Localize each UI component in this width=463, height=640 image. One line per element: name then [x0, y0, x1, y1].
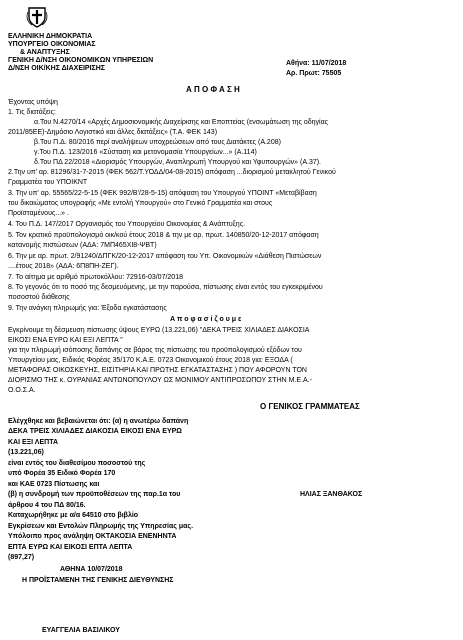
- list-item: ποσοστού διάθεσης: [8, 294, 70, 301]
- list-item: Γραμματέα του ΥΠΟΙΚΝΤ: [8, 179, 88, 186]
- list-item: 7. Το αίτημα με αριθμό πρωτοκόλλου: 72916-03/07/2018: [8, 274, 183, 281]
- header-line: ΓΕΝΙΚΗ Δ/ΝΣΗ ΟΙΚΟΝΟΜΙΚΩΝ ΥΠΗΡΕΣΙΩΝ: [8, 57, 154, 64]
- header-line: Δ/ΝΣΗ ΟΙΚ/ΚΗΣ ΔΙΑΧΕΙΡΙΣΗΣ: [8, 65, 106, 72]
- list-item: 5. Τον κρατικό προϋπολογισμό οικ/κού έτους 2018 & την με αρ. πρωτ. 140850/20-12-2017 απόφαση: [8, 232, 319, 239]
- list-item: 2.Την υπ' αρ. 81296/31-7-2015 (ΦΕΚ 562/Τ.ΥΟΔΔ/04-08-2015) απόφαση ...διορισμού μετακλητού Γενικού: [8, 169, 336, 176]
- decision-line: Ο.Ο.Σ.Α.: [8, 387, 36, 394]
- list-item: 2011/85ΕΕ)-Δημόσιο Λογιστικό και άλλες διατάξεις» (Τ.Α. ΦΕΚ 143): [8, 129, 218, 136]
- signoff-date: ΑΘΗΝΑ 10/07/2018: [60, 566, 123, 573]
- list-item: 9. Την ανάγκη πληρωμής για: Έξοδα εγκατάστασης: [8, 305, 167, 312]
- decision-line: Εγκρίνουμε τη δέσμευση πίστωσης ύψους ΕΥΡΩ (13.221,06) "ΔΕΚΑ ΤΡΕΙΣ ΧΙΛΙΑΔΕΣ ΔΙΑΚΟΣΙΑ: [8, 327, 310, 334]
- verification-line: Ελέγχθηκε και βεβαιώνεται ότι: (α) η ανωτέρω δαπάνη: [8, 418, 189, 425]
- verification-line: είναι εντός του διαθεσίμου ποσοστού της: [8, 460, 146, 467]
- verification-line: και ΚΑΕ 0723 Πίστωσης και: [8, 481, 100, 488]
- list-item: 3. Την υπ' αρ. 55565/22-5-15 (ΦΕΚ 992/Β'/28-5-15) απόφαση του Υπουργού ΥΠΟΙΝΤ «Μεταβίβαση: [8, 190, 317, 197]
- list-item: Προϊσταμένους...» .: [8, 210, 69, 217]
- verification-line: ΔΕΚΑ ΤΡΕΙΣ ΧΙΛΙΑΔΕΣ ΔΙΑΚΟΣΙΑ ΕΙΚΟΣΙ ΕΝΑ ΕΥΡΩ: [8, 428, 182, 435]
- signatory-name: ΗΛΙΑΣ ΞΑΝΘΑΚΟΣ: [300, 491, 363, 498]
- list-item: ....έτους 2018» (ΑΔΑ: 6Π8ΠΗ-ΖΕΓ).: [8, 263, 119, 270]
- considerations-intro: Έχοντας υπόψη: [8, 99, 58, 106]
- header-line: ΥΠΟΥΡΓΕΙΟ ΟΙΚΟΝΟΜΙΑΣ: [8, 41, 96, 48]
- decision-line: ΔΙΟΡΙΣΜΟ ΤΗΣ κ. ΟΥΡΑΝΙΑΣ ΑΝΤΩΝΟΠΟΥΛΟΥ ΩΣ ΜΟΝΙΜΟΥ ΑΝΤΙΠΡΟΣΩΠΟΥ ΣΤΗΝ Μ.Ε.Α.-: [8, 377, 312, 384]
- document-title: Α Π Ο Φ Α Σ Η: [186, 85, 240, 94]
- list-item: α.Του Ν.4270/14 «Αρχές Δημοσιονομικής Διαχείρισης και Εποπτείας (ενσωμάτωση της οδηγίας: [34, 119, 328, 126]
- protocol-number: Αρ. Πρωτ: 75505: [286, 70, 342, 77]
- list-item: κατανομής πιστώσεων (ΑΔΑ: 7ΜΠ465ΧΙ8-ΨΒΤ): [8, 242, 157, 249]
- decision-line: για την πληρωμή ισόποσης δαπάνης σε βάρος της πίστωσης του προϋπολογισμού εξόδων του: [8, 347, 302, 354]
- list-item: 4. Του Π.Δ. 147/2017 Οργανισμός του Υπουργείου Οικονομίας & Ανάπτυξης.: [8, 221, 246, 228]
- signoff-title: Η ΠΡΟΪΣΤΑΜΕΝΗ ΤΗΣ ΓΕΝΙΚΗΣ ΔΙΕΥΘΥΝΣΗΣ: [22, 577, 174, 584]
- verification-line: ΚΑΙ ΕΞΙ ΛΕΠΤΑ: [8, 439, 59, 446]
- verification-line: υπό Φορέα 35 Ειδικό Φορέα 170: [8, 470, 116, 477]
- list-item: γ.Του Π.Δ. 123/2016 «Σύσταση και μετονομασία Υπουργείων...» (Α.114): [34, 149, 257, 156]
- verification-line: ΕΠΤΑ ΕΥΡΩ ΚΑΙ ΕΙΚΟΣΙ ΕΠΤΑ ΛΕΠΤΑ: [8, 544, 133, 551]
- signoff-name: ΕΥΑΓΓΕΛΙΑ ΒΑΣΙΛΙΚΟΥ: [42, 627, 120, 634]
- decision-line: ΜΕΤΑΦΟΡΑΣ ΟΙΚΟΣΚΕΥΗΣ, ΕΙΣΙΤΗΡΙΑ ΚΑΙ ΠΡΩΤΗΣ ΕΓΚΑΤΑΣΤΑΣΗΣ ) ΠΟΥ ΑΦΟΡΟΥΝ ΤΟΝ: [8, 367, 307, 374]
- list-item: του δικαιώματος υπογραφής «Με εντολή Υπουργού» στο Γενικό Γραμματέα και στους: [8, 200, 273, 207]
- greek-coat-of-arms-icon: [26, 6, 48, 28]
- list-item: δ.Του ΠΔ 22/2018 «Διορισμός Υπουργών, Αναπληρωτή Υπουργού και Υφυπουργών» (Α.37).: [34, 159, 321, 166]
- list-item: 1. Τις διατάξεις:: [8, 109, 56, 116]
- verification-line: (897,27): [8, 554, 35, 561]
- list-item: 8. Το γεγονός ότι το ποσό της δεσμευόμενης, με την παρούσα, πίστωσης είναι εντός του εγκεκριμένου: [8, 284, 323, 291]
- verification-line: (13.221,06): [8, 449, 44, 456]
- decision-line: ΕΙΚΟΣΙ ΕΝΑ ΕΥΡΩ ΚΑΙ ΕΞΙ ΛΕΠΤΑ ": [8, 337, 123, 344]
- document-date: Αθήνα: 11/07/2018: [286, 60, 347, 67]
- list-item: 6. Την με αρ. πρωτ. 2/91240/ΔΠΓΚ/20-12-2017 απόφαση του Υπ. Οικονομικών «Διάθεση Πιστώσεων: [8, 253, 322, 260]
- signatory-title: Ο ΓΕΝΙΚΟΣ ΓΡΑΜΜΑΤΕΑΣ: [260, 402, 360, 411]
- verification-line: Καταχωρήθηκε με α/α 64510 στο βιβλίο: [8, 512, 139, 519]
- decision-heading: Α π ο φ α σ ί ζ ο υ μ ε: [170, 316, 242, 323]
- verification-line: (β) η συνδρομή των προϋποθέσεων της παρ.1α του: [8, 491, 181, 498]
- verification-line: Υπόλοιπο προς ανάληψη ΟΚΤΑΚΟΣΙΑ ΕΝΕΝΗΝΤΑ: [8, 533, 177, 540]
- header-line: ΕΛΛΗΝΙΚΗ ΔΗΜΟΚΡΑΤΙΑ: [8, 33, 93, 40]
- list-item: β.Του Π.Δ. 80/2016 περί αναλήψεων υποχρεώσεων από τους Διατάκτες (Α.208): [34, 139, 281, 146]
- decision-line: Υπουργείου μας, Ειδικός Φορέας 35/170 Κ.Α.Ε. 0723 Οικονομικού έτους 2018 για: ΕΞΟΔΑ (: [8, 357, 293, 364]
- verification-line: άρθρου 4 του ΠΔ 80/16.: [8, 502, 86, 509]
- verification-line: Εγκρίσεων και Εντολών Πληρωμής της Υπηρεσίας μας.: [8, 523, 194, 530]
- header-line: & ΑΝΑΠΤΥΞΗΣ: [20, 49, 70, 56]
